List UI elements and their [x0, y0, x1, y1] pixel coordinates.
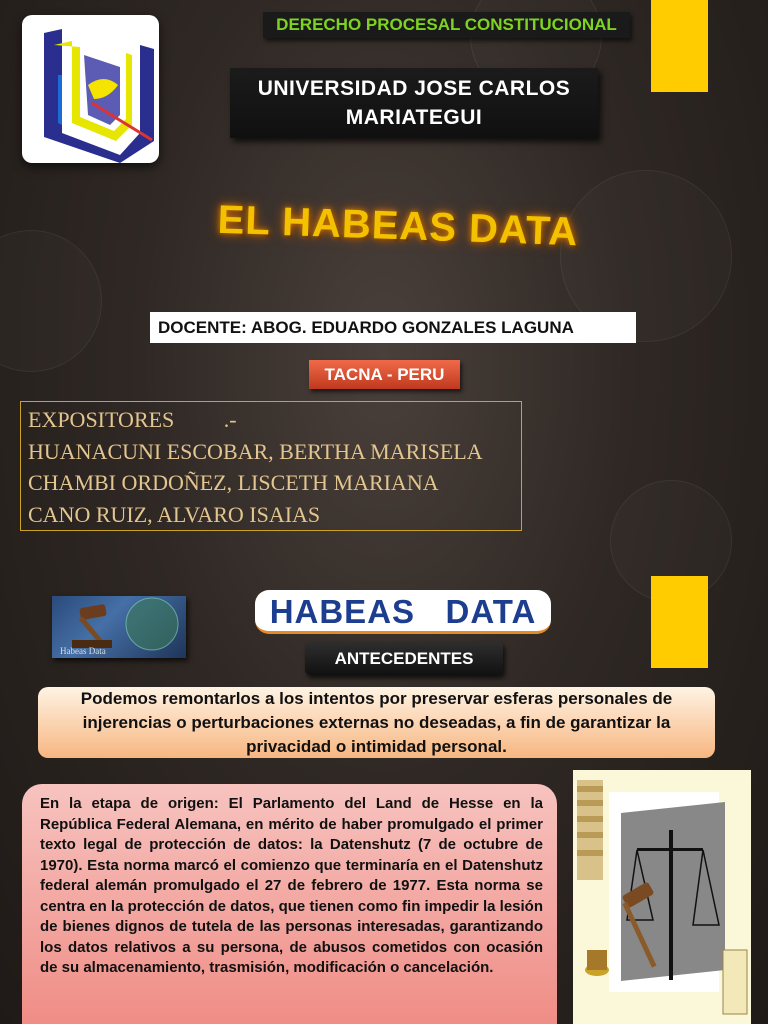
decorative-yellow-bar	[651, 0, 708, 92]
university-name-line1: UNIVERSIDAD JOSE CARLOS	[257, 77, 571, 100]
decorative-circle	[0, 230, 102, 372]
section-subtitle: ANTECEDENTES	[305, 642, 503, 675]
university-name-line2: MARIATEGUI	[345, 106, 483, 129]
docente-label: DOCENTE: ABOG. EDUARDO GONZALES LAGUNA	[150, 312, 636, 343]
intro-text: Podemos remontarlos a los intentos por preservar esferas personales de injerencias o perturbaciones externas no deseadas, a fin de garantizar la privacidad o intimidad personal.	[80, 688, 673, 756]
university-name	[230, 68, 598, 138]
justice-illustration	[573, 770, 751, 1024]
thumbnail-caption: Habeas Data	[60, 646, 106, 656]
body-text: En la etapa de origen: El Parlamento del Land de Hesse en la República Federal Alemana, en mérito de haber promulgado el primer texto legal de protección de datos: la Datenshutz (7 de octubre de 1970). Esta norma marcó el comienzo que terminaría en el Datenshutz federal alemán promulgado el 27 de febrero de 1977. Esta norma se centra en la protección de datos, que tienen como fin impedir la lesión de bienes dignos de tutela de las personas interesadas, garantizando los datos relativos a su persona, de abusos cometidos con ocasión de su almacenamiento, trasmisión, modificación o cancelación.	[40, 795, 543, 976]
university-logo	[22, 15, 159, 163]
expositores-box	[20, 401, 522, 531]
section-title: HABEAS DATA	[255, 590, 551, 634]
habeas-data-thumbnail	[52, 596, 186, 658]
main-title: EL HABEAS DATA	[216, 197, 580, 255]
expositor-name: HUANACUNI ESCOBAR, BERTHA MARISELA	[28, 438, 483, 464]
expositor-name: CHAMBI ORDOÑEZ, LISCETH MARIANA	[28, 470, 439, 495]
expositores-heading: EXPOSITORES .-	[28, 407, 237, 432]
body-box	[22, 784, 557, 1024]
location-badge: TACNA - PERU	[309, 360, 460, 389]
expositor-name: CANO RUIZ, ALVARO ISAIAS	[28, 501, 321, 527]
course-title: DERECHO PROCESAL CONSTITUCIONAL	[263, 12, 630, 38]
decorative-yellow-bar	[651, 576, 708, 668]
intro-box	[38, 687, 715, 758]
